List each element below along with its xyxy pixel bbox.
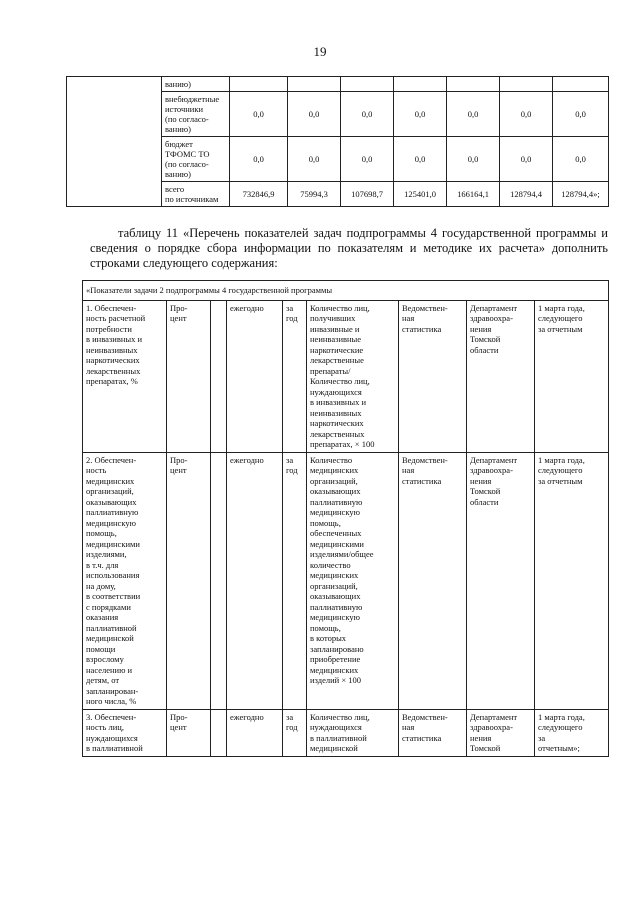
budget-table [66, 76, 609, 207]
budget-value-cell: 0,0 [230, 92, 288, 137]
indicator-row [83, 709, 609, 756]
budget-value-cell: 0,0 [341, 137, 394, 182]
indicator-frequency-cell: ежегодно [227, 452, 283, 709]
indicator-name-cell: 2. Обеспечен- ность медицинских организаций, оказывающих паллиативную медицинскую помощь, медицинскими изделиями, в т.ч. для использования на дому, в соответствии с порядками оказания паллиативной медицинской помощи взрослому населению и детям, от запланирован- ного числа, % [83, 452, 167, 709]
indicator-deadline-cell: 1 марта года, следующего за отчетным»; [535, 709, 609, 756]
budget-value-cell: 107698,7 [341, 182, 394, 207]
indicator-name-cell: 1. Обеспечен- ность расчетной потребности в инвазивных и неинвазивных наркотических лекарственных препаратах, % [83, 300, 167, 452]
indicator-responsible-cell: Департамент здравоохра- нения Томской [467, 709, 535, 756]
budget-source-cell: внебюджетные источники (по согласо- ванию) [162, 92, 230, 137]
budget-value-cell [288, 77, 341, 92]
budget-source-cell: ванию) [162, 77, 230, 92]
budget-value-cell: 0,0 [288, 92, 341, 137]
amendment-text [90, 226, 608, 271]
indicator-period-cell: за год [283, 709, 307, 756]
budget-value-cell: 75994,3 [288, 182, 341, 207]
budget-value-cell: 0,0 [553, 92, 609, 137]
budget-value-cell [341, 77, 394, 92]
budget-value-cell [447, 77, 500, 92]
indicator-formula-cell: Количество лиц, получивших инвазивные и неинвазивные наркотические лекарственные препараты/ Количество лиц, нуждающихся в инвазивных и неинвазивных наркотических лекарственных препаратах, × 100 [307, 300, 399, 452]
indicator-responsible-cell: Департамент здравоохра- нения Томской области [467, 452, 535, 709]
indicator-period-cell: за год [283, 300, 307, 452]
budget-value-cell: 0,0 [447, 137, 500, 182]
indicator-extra-cell [211, 709, 227, 756]
budget-value-cell: 128794,4»; [553, 182, 609, 207]
indicators-table [82, 280, 609, 757]
budget-source-cell: всего по источникам [162, 182, 230, 207]
budget-blank-cell [67, 77, 162, 207]
indicator-deadline-cell: 1 марта года, следующего за отчетным [535, 300, 609, 452]
budget-value-cell: 0,0 [500, 137, 553, 182]
budget-value-cell: 128794,4 [500, 182, 553, 207]
budget-value-cell: 0,0 [341, 92, 394, 137]
budget-value-cell: 732846,9 [230, 182, 288, 207]
budget-value-cell: 0,0 [230, 137, 288, 182]
budget-value-cell: 0,0 [394, 92, 447, 137]
indicator-formula-cell: Количество медицинских организаций, оказывающих паллиативную медицинскую помощь, обеспеченных медицинскими изделиями/общее количество медицинских организаций, оказывающих паллиативную медицинскую помощь, в которых запланировано приобретение медицинских изделий × 100 [307, 452, 399, 709]
page-number: 19 [313, 44, 327, 59]
budget-value-cell: 0,0 [447, 92, 500, 137]
indicator-row [83, 452, 609, 709]
budget-value-cell [394, 77, 447, 92]
budget-source-cell: бюджет ТФОМС ТО (по согласо- ванию) [162, 137, 230, 182]
indicator-responsible-cell: Департамент здравоохра- нения Томской области [467, 300, 535, 452]
budget-value-cell: 0,0 [553, 137, 609, 182]
budget-value-cell [553, 77, 609, 92]
budget-value-cell: 0,0 [394, 137, 447, 182]
indicator-extra-cell [211, 300, 227, 452]
indicator-unit-cell: Про- цент [167, 300, 211, 452]
budget-value-cell: 125401,0 [394, 182, 447, 207]
indicator-unit-cell: Про- цент [167, 452, 211, 709]
indicator-frequency-cell: ежегодно [227, 709, 283, 756]
indicator-method-cell: Ведомствен- ная статистика [399, 709, 467, 756]
amendment-paragraph: таблицу 11 «Перечень показателей задач подпрограммы 4 государственной программы и сведения о порядке сбора информации по показателям и методике их расчета» дополнить строками следующего содержания: [90, 226, 608, 270]
indicator-frequency-cell: ежегодно [227, 300, 283, 452]
indicator-period-cell: за год [283, 452, 307, 709]
indicator-extra-cell [211, 452, 227, 709]
budget-value-cell: 166164,1 [447, 182, 500, 207]
indicator-method-cell: Ведомствен- ная статистика [399, 452, 467, 709]
budget-value-cell [230, 77, 288, 92]
indicator-deadline-cell: 1 марта года, следующего за отчетным [535, 452, 609, 709]
budget-row [67, 77, 609, 92]
indicator-formula-cell: Количество лиц, нуждающихся в паллиативной медицинской [307, 709, 399, 756]
budget-value-cell: 0,0 [288, 137, 341, 182]
indicator-name-cell: 3. Обеспечен- ность лиц, нуждающихся в паллиативной [83, 709, 167, 756]
budget-value-cell: 0,0 [500, 92, 553, 137]
indicators-table-header: «Показатели задачи 2 подпрограммы 4 государственной программы [83, 281, 609, 301]
indicator-row [83, 300, 609, 452]
budget-value-cell [500, 77, 553, 92]
indicator-method-cell: Ведомствен- ная статистика [399, 300, 467, 452]
indicator-unit-cell: Про- цент [167, 709, 211, 756]
